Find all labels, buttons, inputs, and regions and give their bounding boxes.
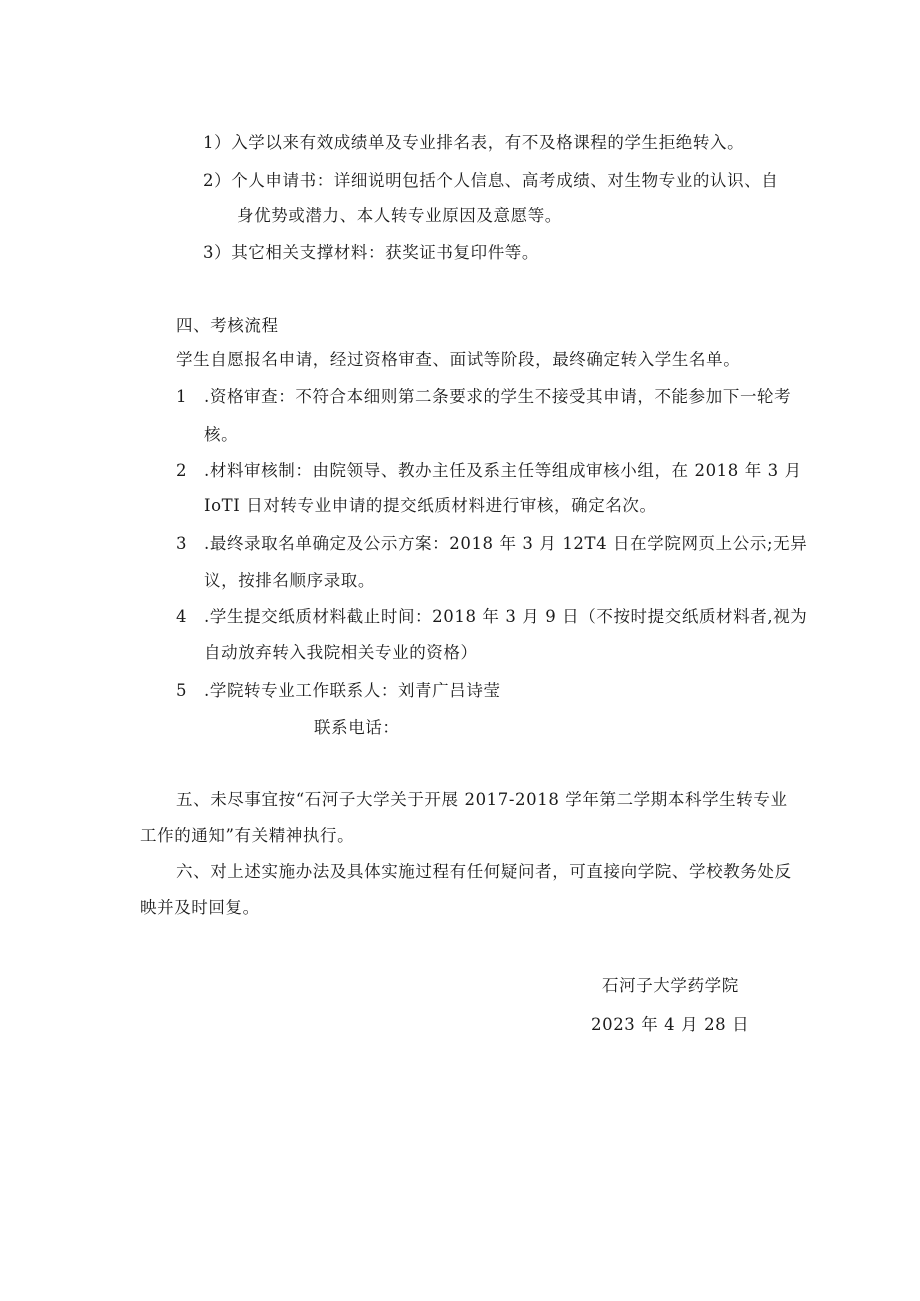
step-5-line-1 (176, 680, 501, 702)
step-4-line-1 (176, 606, 807, 628)
step-number: 2 (176, 461, 188, 480)
step-number: 3 (176, 534, 188, 553)
material-item-2-line-1: 2）个人申请书：详细说明包括个人信息、高考成绩、对生物专业的认识、自 (203, 171, 779, 190)
step-text: .学院转专业工作联系人：刘青广吕诗莹 (204, 681, 501, 700)
step-2-line-1 (176, 460, 802, 482)
section-4-intro: 学生自愿报名申请，经过资格审查、面试等阶段，最终确定转入学生名单。 (176, 350, 741, 369)
material-item-2-line-2: 身优势或潜力、本人转专业原因及意愿等。 (237, 206, 562, 225)
section-4-heading: 四、考核流程 (176, 316, 279, 335)
step-3-line-1 (176, 533, 807, 555)
step-text: .学生提交纸质材料截止时间：2018 年 3 月 9 日（不按时提交纸质材料者,视为 (204, 607, 808, 626)
step-text: .最终录取名单确定及公示方案：2018 年 3 月 12T4 日在学院网页上公示;无异 (204, 534, 808, 553)
section-5-line-2: 工作的通知”有关精神执行。 (140, 826, 355, 845)
material-item-3: 3）其它相关支撑材料：获奖证书复印件等。 (203, 243, 539, 262)
step-4-line-2: 自动放弃转入我院相关专业的资格） (204, 643, 478, 662)
step-text: .材料审核制：由院领导、教办主任及系主任等组成审核小组，在 2018 年 3 月 (204, 461, 802, 480)
section-5-line-1: 五、未尽事宜按“石河子大学关于开展 2017-2018 学年第二学期本科学生转专业 (176, 790, 788, 809)
material-item-1: 1）入学以来有效成绩单及专业排名表，有不及格课程的学生拒绝转入。 (203, 133, 745, 152)
section-6-line-2: 映并及时回复。 (140, 898, 260, 917)
signature-organization: 石河子大学药学院 (602, 976, 739, 995)
step-text: .资格审查：不符合本细则第二条要求的学生不接受其申请，不能参加下一轮考 (204, 387, 792, 406)
step-1-line-2: 核。 (204, 425, 239, 444)
step-1-line-1 (176, 386, 791, 408)
step-number: 4 (176, 607, 188, 626)
step-number: 1 (176, 387, 188, 406)
step-3-line-2: 议，按排名顺序录取。 (204, 571, 375, 590)
signature-date: 2023 年 4 月 28 日 (591, 1015, 750, 1034)
section-6-line-1: 六、对上述实施办法及具体实施过程有任何疑问者，可直接向学院、学校教务处反 (176, 862, 792, 881)
step-2-line-2: IoTI 日对转专业申请的提交纸质材料进行审核，确定名次。 (204, 496, 657, 515)
contact-phone-label: 联系电话： (314, 718, 400, 737)
step-number: 5 (176, 681, 188, 700)
